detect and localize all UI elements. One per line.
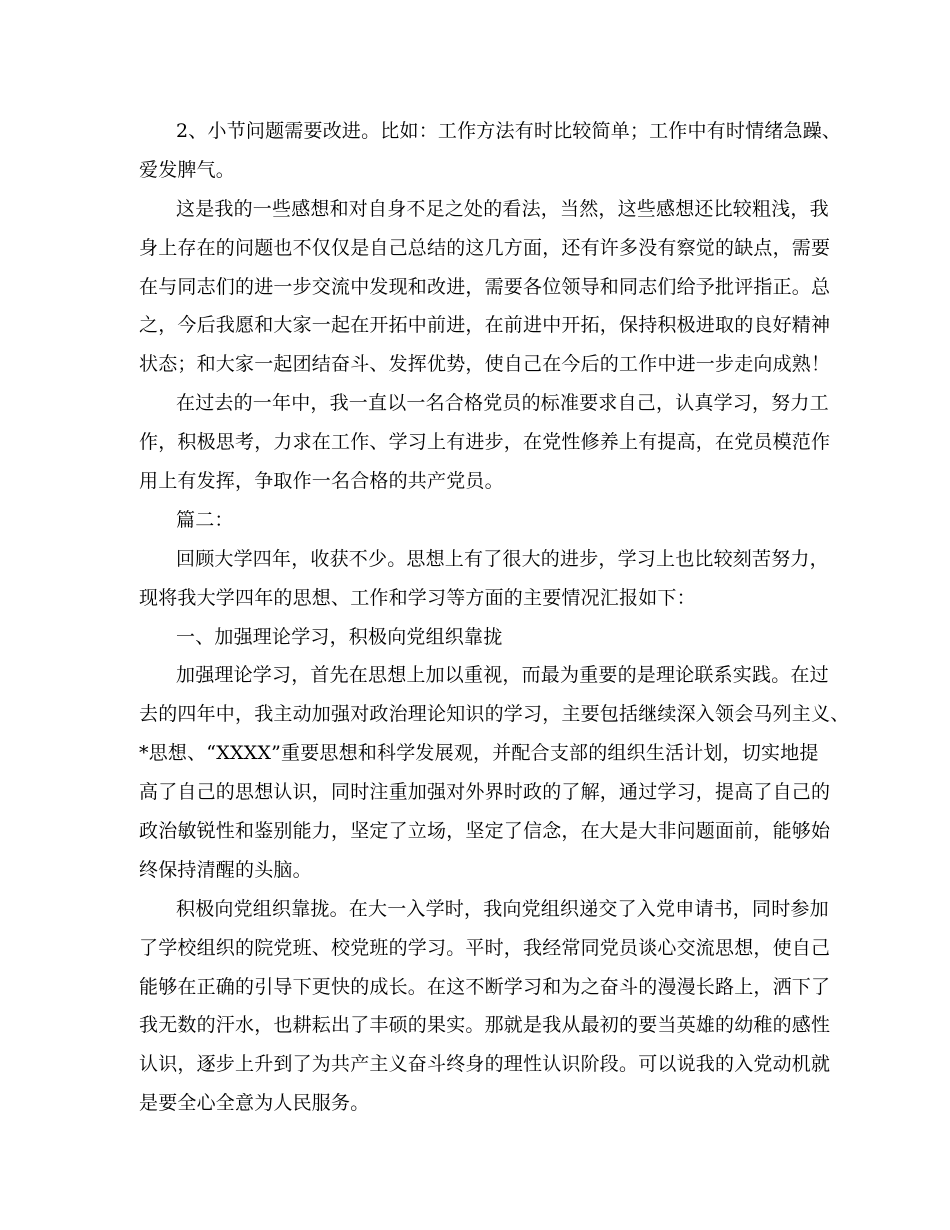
section-heading: 篇二： <box>176 508 234 531</box>
text-line: 爱发脾气。 <box>139 158 236 181</box>
text-line: 2、小节问题需要改进。比如：工作方法有时比较简单；工作中有时情绪急躁、 <box>176 120 842 142</box>
text-line: 了学校组织的院党班、校党班的学习。平时，我经常同党员谈心交流思想，使自己 <box>139 936 831 959</box>
text-line: 加强理论学习，首先在思想上加以重视，而最为重要的是理论联系实践。在过 <box>176 664 829 687</box>
text-line: 能够在正确的引导下更快的成长。在这不断学习和为之奋斗的漫漫长路上，洒下了 <box>139 975 831 998</box>
text-line: 终保持清醒的头脑。 <box>139 858 312 881</box>
text-line: 在过去的一年中，我一直以一名合格党员的标准要求自己，认真学习，努力工 <box>176 392 829 415</box>
text-line: *思想、“XXXX”重要思想和科学发展观，并配合支部的组织生活计划，切实地提 <box>139 742 819 765</box>
text-line: 身上存在的问题也不仅仅是自己总结的这几方面，还有许多没有察觉的缺点，需要 <box>139 236 831 259</box>
text-line: 我无数的汗水，也耕耘出了丰硕的果实。那就是我从最初的要当英雄的幼稚的感性 <box>139 1014 831 1037</box>
text-line: 作，积极思考，力求在工作、学习上有进步，在党性修养上有提高，在党员模范作 <box>139 431 831 454</box>
document-body <box>139 112 850 1123</box>
text-line: 回顾大学四年，收获不少。思想上有了很大的进步，学习上也比较刻苦努力， <box>176 547 829 570</box>
text-line: 用上有发挥，争取作一名合格的共产党员。 <box>139 470 504 493</box>
text-line: 政治敏锐性和鉴别能力，坚定了立场，坚定了信念，在大是大非问题面前，能够始 <box>139 820 831 843</box>
text-line: 积极向党组织靠拢。在大一入学时，我向党组织递交了入党申请书，同时参加 <box>176 897 829 920</box>
text-line: 状态；和大家一起团结奋斗、发挥优势，使自己在今后的工作中进一步走向成熟！ <box>139 353 831 376</box>
text-line: 认识，逐步上升到了为共产主义奋斗终身的理性认识阶段。可以说我的入党动机就 <box>139 1053 831 1076</box>
text-line: 去的四年中，我主动加强对政治理论知识的学习，主要包括继续深入领会马列主义、 <box>139 703 850 726</box>
text-line: 是要全心全意为人民服务。 <box>139 1092 370 1115</box>
text-line: 高了自己的思想认识，同时注重加强对外界时政的了解，通过学习，提高了自己的 <box>139 781 831 804</box>
text-line: 现将我大学四年的思想、工作和学习等方面的主要情况汇报如下： <box>139 586 696 609</box>
text-line: 之，今后我愿和大家一起在开拓中前进，在前进中开拓，保持积极进取的良好精神 <box>139 314 831 337</box>
text-line: 在与同志们的进一步交流中发现和改进，需要各位领导和同志们给予批评指正。总 <box>139 275 831 298</box>
text-line: 这是我的一些感想和对自身不足之处的看法，当然，这些感想还比较粗浅，我 <box>176 197 829 220</box>
section-heading: 一、加强理论学习，积极向党组织靠拢 <box>176 625 503 648</box>
